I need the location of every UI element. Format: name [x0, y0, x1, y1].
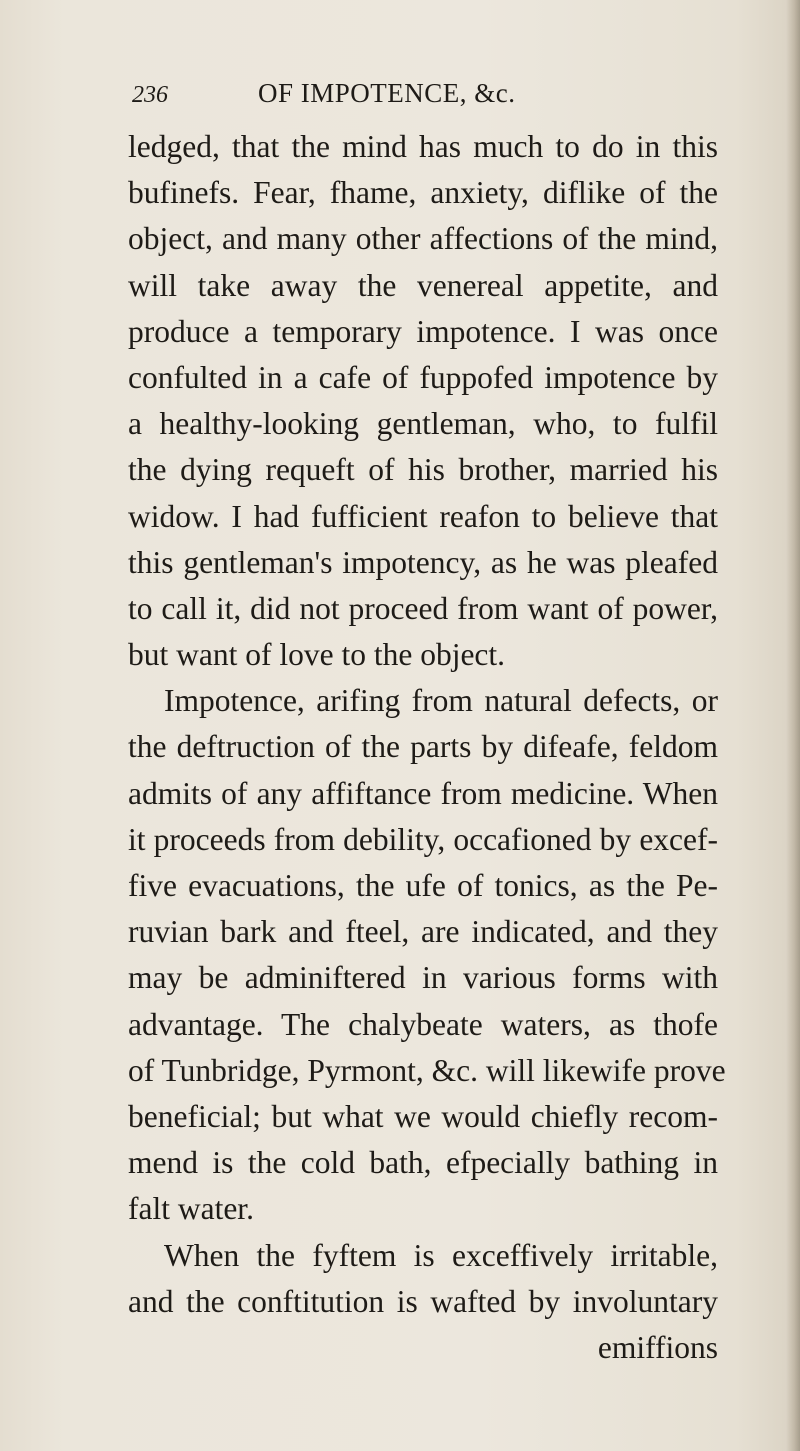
text-line: a healthy-looking gentleman, who, to fulfil	[128, 406, 718, 442]
text-line: may be adminiftered in various forms with	[128, 960, 718, 996]
text-line: and the conftitution is wafted by involuntary	[128, 1283, 718, 1319]
text-line: widow. I had fufficient reafon to believe that	[128, 498, 718, 534]
text-line: ruvian bark and fteel, are indicated, and they	[128, 914, 718, 950]
text-line: ledged, that the mind has much to do in this	[128, 129, 718, 164]
page-header	[132, 74, 732, 114]
paragraph-start-line: When the fyftem is exceffively irritable,	[164, 1237, 718, 1273]
text-line: advantage. The chalybeate waters, as thofe	[128, 1006, 718, 1042]
page-number: 236	[132, 82, 168, 108]
text-line: falt water.	[128, 1191, 254, 1227]
text-line: it proceeds from debility, occafioned by excef-	[128, 821, 718, 857]
text-line: produce a temporary impotence. I was once	[128, 313, 718, 349]
text-line: of Tunbridge, Pyrmont, &c. will likewife prove	[128, 1052, 726, 1088]
catchword: emiffions	[597, 1329, 718, 1365]
text-line: to call it, did not proceed from want of power,	[128, 590, 718, 626]
text-line: the dying requeft of his brother, married his	[128, 452, 718, 488]
body-text	[128, 124, 726, 1371]
text-line: bufinefs. Fear, fhame, anxiety, diflike of the	[128, 175, 718, 211]
page-edge-shadow	[786, 0, 800, 1451]
text-line: but want of love to the object.	[128, 637, 506, 673]
text-line: beneficial; but what we would chiefly recom-	[128, 1098, 718, 1134]
text-line: will take away the venereal appetite, and	[128, 267, 718, 303]
text-line: this gentleman's impotency, as he was pleafed	[128, 544, 718, 580]
text-line: object, and many other affections of the mind,	[128, 221, 718, 257]
text-line: confulted in a cafe of fuppofed impotence by	[128, 359, 718, 395]
text-line: admits of any affiftance from medicine. When	[128, 775, 718, 811]
paragraph-start-line: Impotence, arifing from natural defects, or	[164, 683, 718, 719]
text-line: the deftruction of the parts by difeafe, feldom	[128, 729, 718, 765]
running-head: OF IMPOTENCE, &c.	[258, 78, 516, 108]
text-line: five evacuations, the ufe of tonics, as the Pe-	[128, 868, 718, 903]
text-line: mend is the cold bath, efpecially bathing in	[128, 1145, 718, 1181]
